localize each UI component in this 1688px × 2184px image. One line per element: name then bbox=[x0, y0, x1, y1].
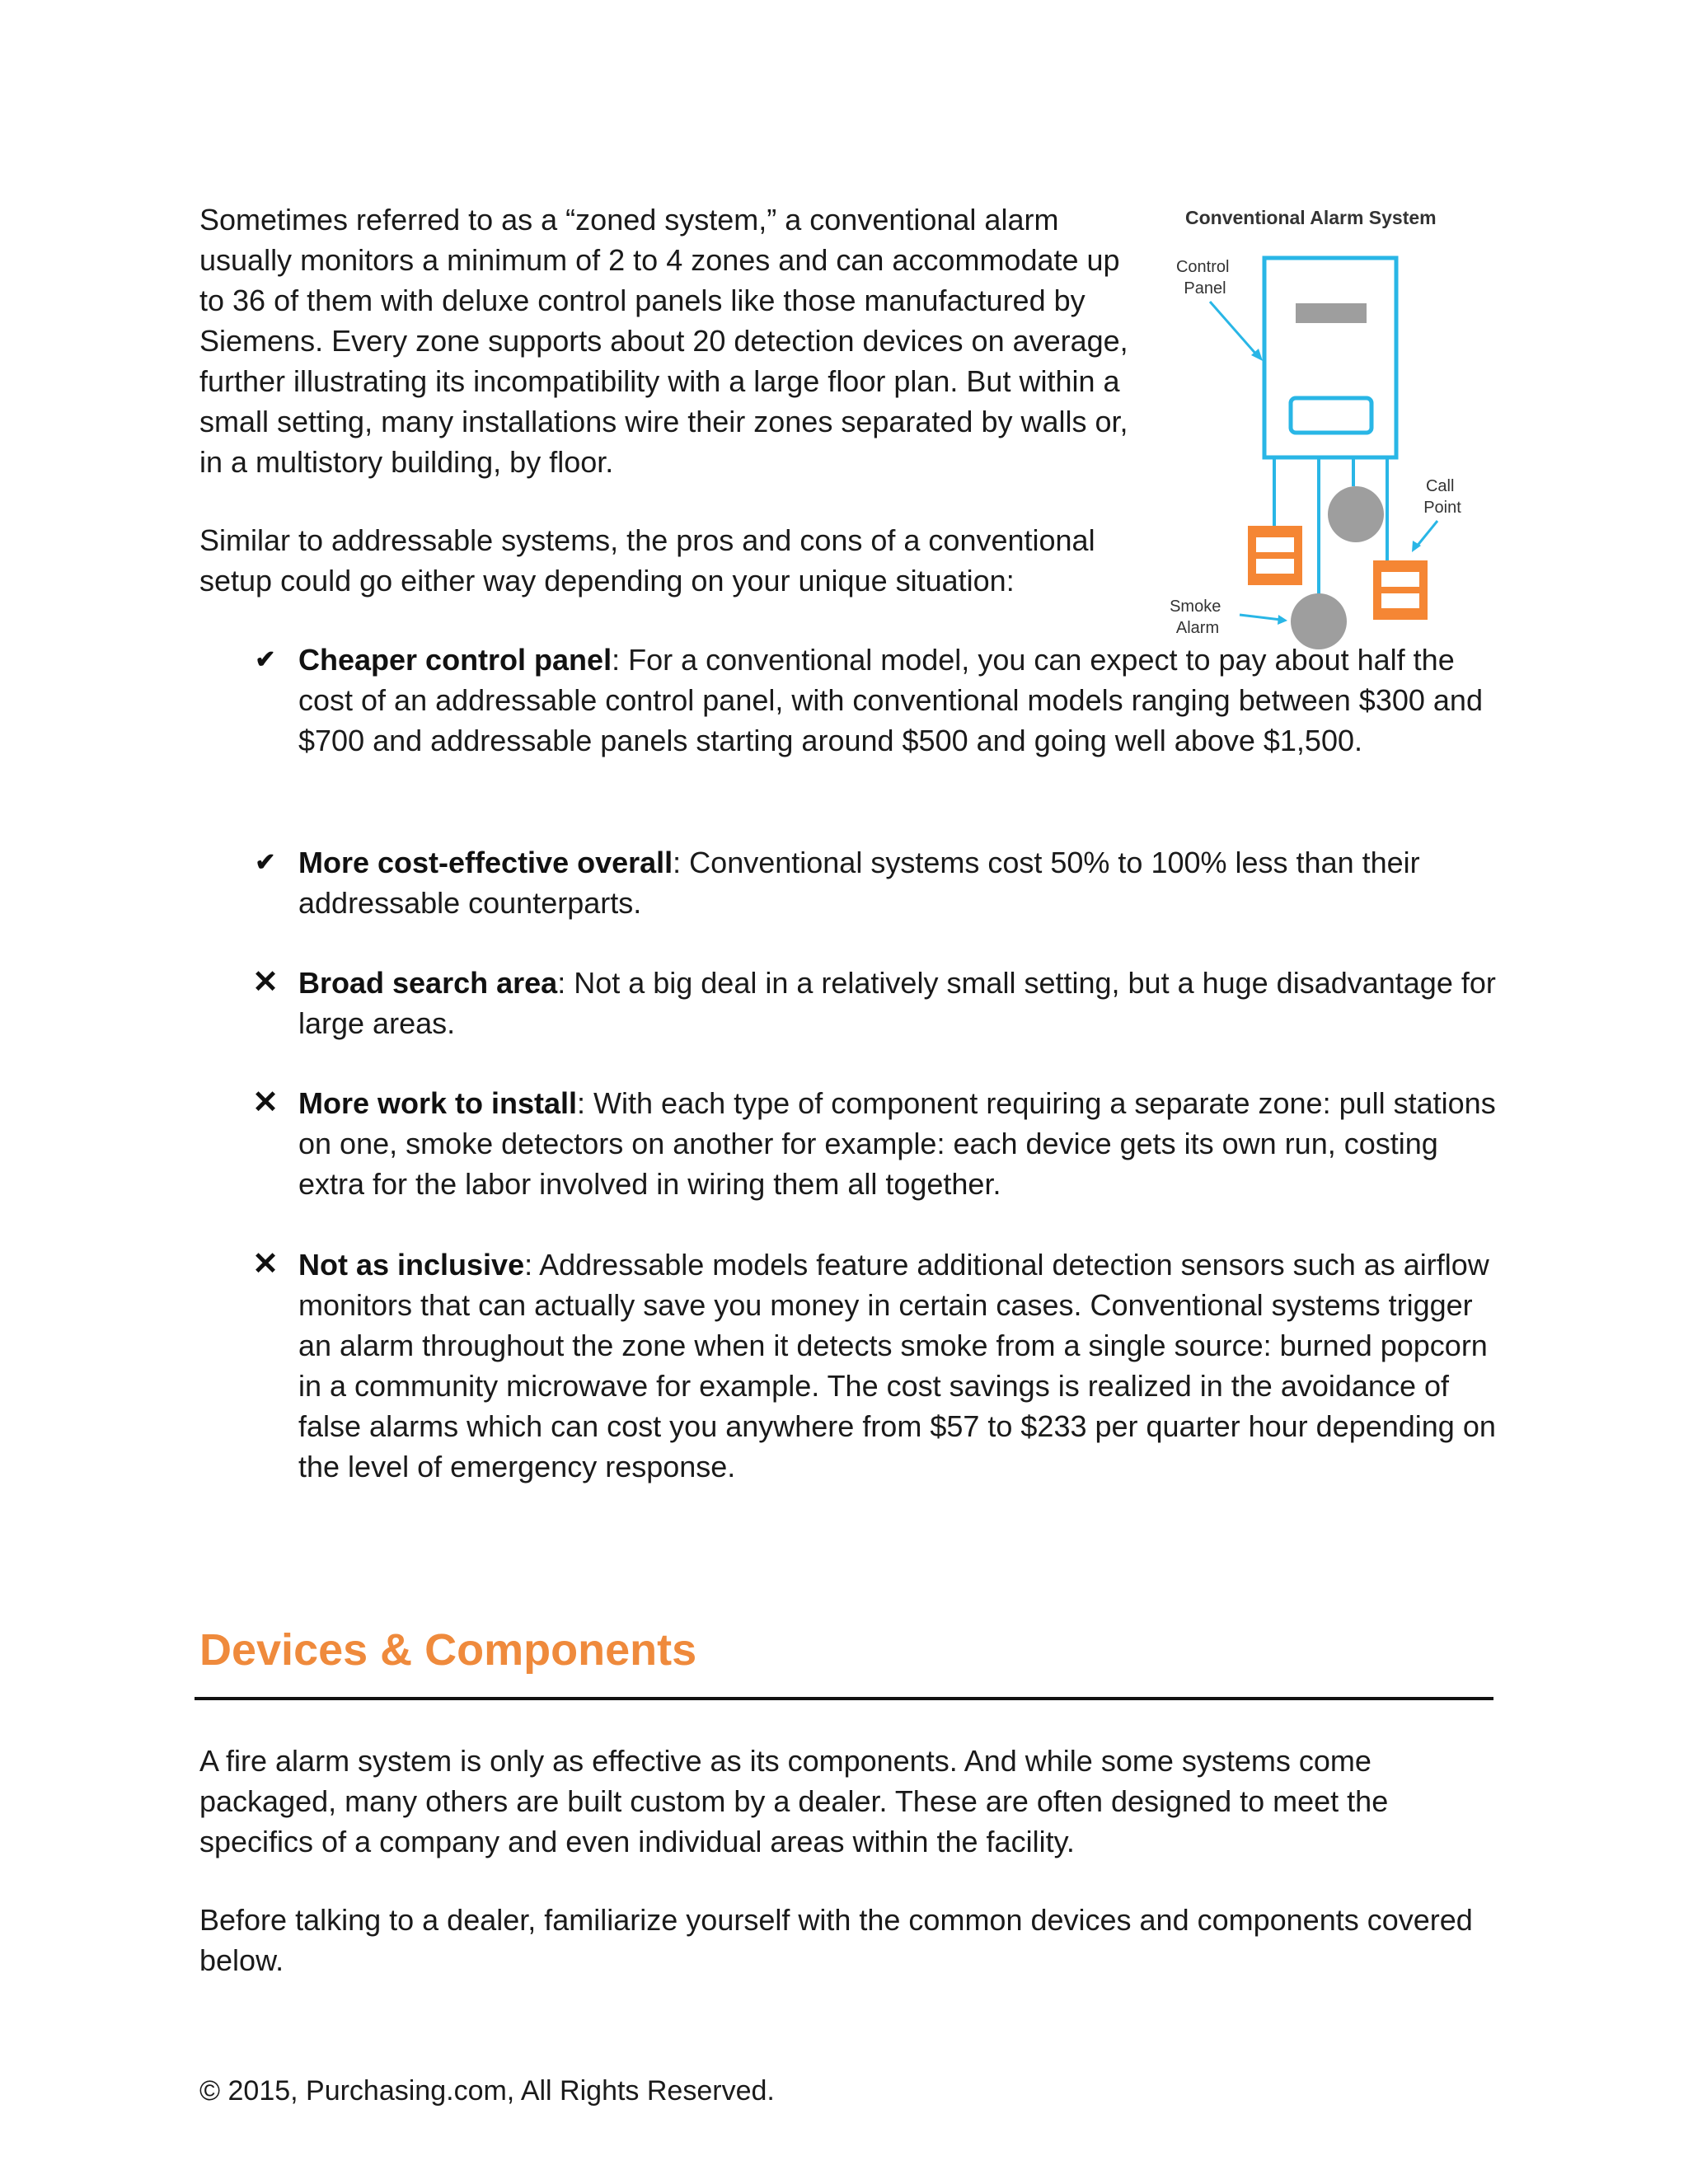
cross-icon: ✕ bbox=[252, 965, 279, 1000]
panel-display bbox=[1296, 303, 1367, 323]
bullet-text bbox=[298, 1244, 1502, 1487]
section-paragraph-1: A fire alarm system is only as effective as its components. And while some systems come packaged, many others are built custom by a dealer. These are often designed to meet the specifics of a company and even individual areas within the facility. bbox=[199, 1744, 1389, 1858]
bullet-body: : With each type of component requiring a separate zone: pull stations on one, smoke detectors on another for example: each device gets its own run, costing extra for the labor involved in wiring them all together. bbox=[298, 1086, 1496, 1201]
smoke-alarm-pointer bbox=[1240, 615, 1281, 620]
call-point-pointer bbox=[1416, 521, 1437, 547]
section-heading: Devices & Components bbox=[199, 1625, 697, 1675]
smoke-alarm-arrowhead bbox=[1278, 615, 1287, 625]
diagram-title: Conventional Alarm System bbox=[1185, 207, 1437, 228]
section-paragraph-2: Before talking to a dealer, familiarize yourself with the common devices and components covered below. bbox=[199, 1903, 1473, 1977]
smoke-alarm-label: Smoke Alarm bbox=[1170, 598, 1221, 637]
intro-paragraph-1: Sometimes referred to as a “zoned system,” a conventional alarm usually monitors a minimum of 2 to 4 zones and can accommodate up to 36 of them with deluxe control panels like those manufactured by Siemens. Every zone supports about 20 detection devices on average, further illustrating its incompatibility with a large floor plan. But within a small setting, many installations wire their zones separated by walls or, in a multistory building, by floor. bbox=[199, 203, 1128, 479]
bullet-title: Not as inclusive bbox=[298, 1248, 525, 1282]
section-divider bbox=[195, 1697, 1493, 1700]
control-panel-box bbox=[1264, 258, 1396, 457]
footer-copyright: © 2015, Purchasing.com, All Rights Reserved. bbox=[199, 2075, 775, 2107]
bullet-text bbox=[298, 640, 1502, 761]
bullet-text bbox=[298, 963, 1502, 1043]
bullet-title: More cost-effective overall bbox=[298, 846, 673, 879]
bullet-title: Cheaper control panel bbox=[298, 643, 612, 677]
call-point-left bbox=[1248, 526, 1302, 585]
smoke-alarm-upper bbox=[1328, 486, 1384, 542]
bullet-text bbox=[298, 1083, 1502, 1204]
cross-icon: ✕ bbox=[252, 1247, 279, 1282]
cross-icon: ✕ bbox=[252, 1085, 279, 1120]
bullet-body: : Not a big deal in a relatively small setting, but a huge disadvantage for large areas. bbox=[298, 966, 1496, 1040]
intro-paragraph-2: Similar to addressable systems, the pros and cons of a conventional setup could go either way depending on your unique situation: bbox=[199, 523, 1095, 598]
bullet-body: : Conventional systems cost 50% to 100% less than their addressable counterparts. bbox=[298, 846, 1420, 920]
bullet-body: : For a conventional model, you can expect to pay about half the cost of an addressable control panel, with conventional models ranging between $300 and $700 and addressable panels starting around $500 and going well above $1,500. bbox=[298, 643, 1483, 757]
conventional-alarm-diagram bbox=[1154, 198, 1500, 659]
bullet-title: More work to install bbox=[298, 1086, 578, 1120]
bullet-body: : Addressable models feature additional detection sensors such as airflow monitors that can actually save you money in certain cases. Conventional systems trigger an alarm throughout the zone when it detects smoke from a single source: burned popcorn in a community microwave for example. The cost savings is realized in the avoidance of false alarms which can cost you anywhere from $57 to $233 per quarter hour depending on the level of emergency response. bbox=[298, 1248, 1496, 1483]
control-panel-pointer bbox=[1210, 302, 1258, 356]
check-icon: ✔ bbox=[255, 646, 276, 673]
call-point-label: Call Point bbox=[1423, 477, 1461, 517]
check-icon: ✔ bbox=[255, 849, 276, 876]
control-panel-label: Control Panel bbox=[1175, 258, 1230, 298]
call-point-right bbox=[1373, 560, 1428, 620]
bullet-text bbox=[298, 842, 1502, 923]
bullet-title: Broad search area bbox=[298, 966, 558, 1000]
